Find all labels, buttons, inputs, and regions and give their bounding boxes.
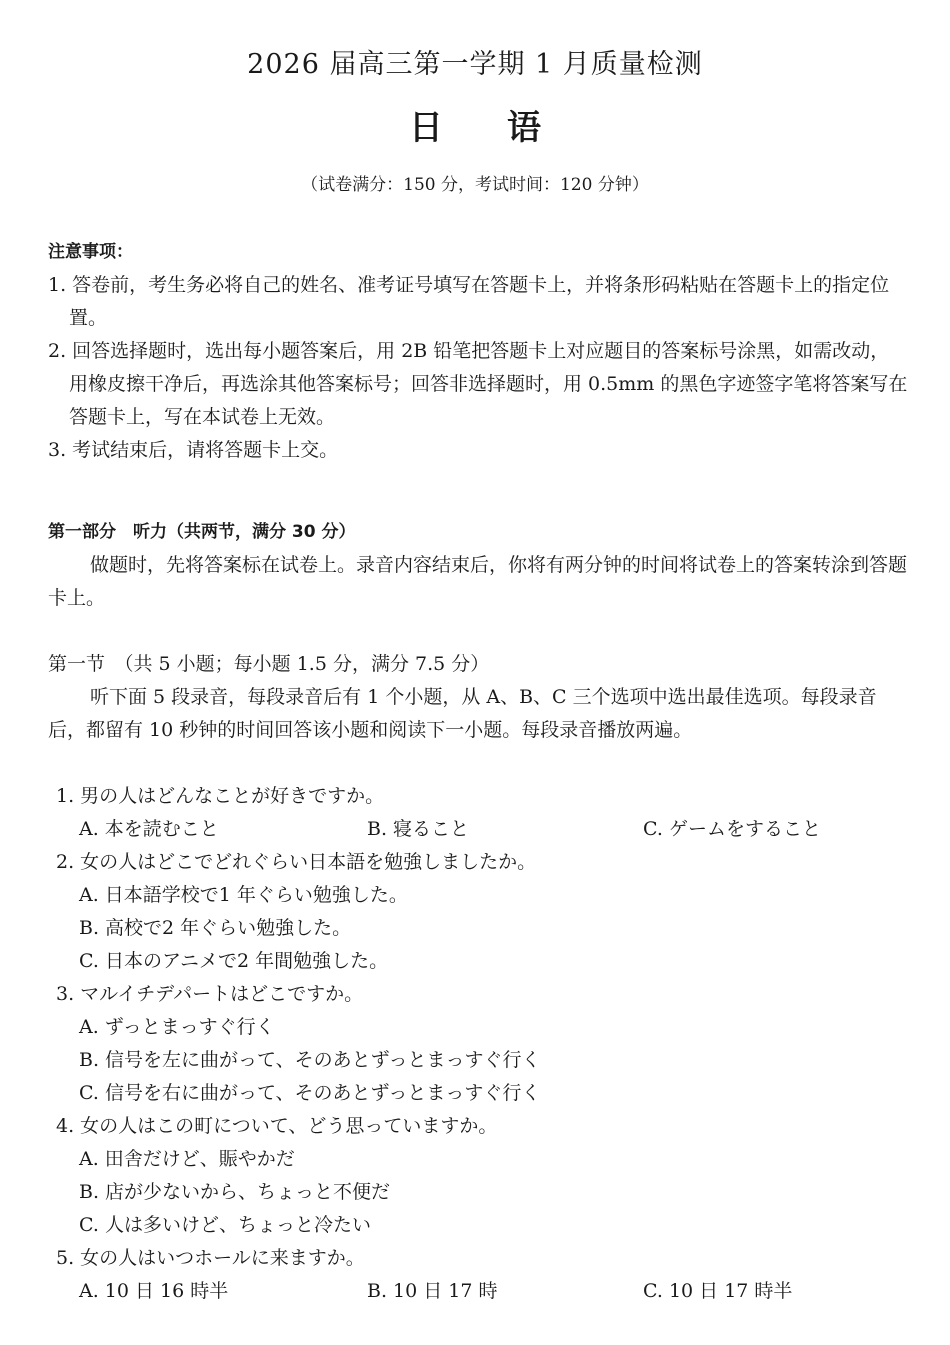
notice-item: 2. 回答选择题时，选出每小题答案后，用 2B 铅笔把答题卡上对应题目的答案标号涂黑，如需改动，用橡皮擦干净后，再选涂其他答案标号；回答非选择题时，用 0.5mm 的黑色字迹签字笔将答案写在答题卡上，写在本试卷上无效。 bbox=[48, 340, 908, 428]
section1 bbox=[48, 648, 908, 747]
question-5 bbox=[56, 1242, 916, 1302]
notice-item: 3. 考试结束后，请将答题卡上交。 bbox=[48, 439, 339, 461]
exam-title: 2026 届高三第一学期 1 月质量检测 bbox=[247, 49, 703, 80]
option-a: A. ずっとまっすぐ行く bbox=[79, 1016, 275, 1038]
option-c: C. 人は多いけど、ちょっと冷たい bbox=[79, 1214, 371, 1236]
option-a: A. 10 日 16 時半 bbox=[79, 1280, 229, 1302]
part1-heading: 第一部分 听力（共两节，满分 30 分） bbox=[48, 522, 356, 542]
option-b: B. 信号を左に曲がって、そのあとずっとまっすぐ行く bbox=[79, 1049, 541, 1071]
subject-title bbox=[0, 100, 950, 149]
option-b: B. 高校で2 年ぐらい勉強した。 bbox=[79, 917, 352, 939]
question-3 bbox=[56, 978, 916, 1110]
option-c: C. 信号を右に曲がって、そのあとずっとまっすぐ行く bbox=[79, 1082, 541, 1104]
subject-char-2: 语 bbox=[507, 108, 541, 148]
option-c: C. ゲームをすること bbox=[643, 818, 821, 840]
option-b: B. 店が少ないから、ちょっと不便だ bbox=[79, 1181, 391, 1203]
part1-section bbox=[48, 516, 908, 615]
section1-instruction: 听下面 5 段录音，每段录音后有 1 个小题，从 A、B、C 三个选项中选出最佳选项。每段录音后，都留有 10 秒钟的时间回答该小题和阅读下一小题。每段录音播放两遍。 bbox=[48, 686, 877, 741]
option-c: C. 日本のアニメで2 年間勉強した。 bbox=[79, 950, 389, 972]
question-4 bbox=[56, 1110, 916, 1242]
section1-heading: 第一节 （共 5 小题；每小题 1.5 分，满分 7.5 分） bbox=[48, 653, 490, 675]
option-c: C. 10 日 17 時半 bbox=[643, 1280, 793, 1302]
notice-heading: 注意事项： bbox=[48, 242, 133, 262]
option-b: B. 寝ること bbox=[367, 818, 470, 840]
notice-item: 1. 答卷前，考生务必将自己的姓名、准考证号填写在答题卡上，并将条形码粘贴在答题卡上的指定位置。 bbox=[48, 274, 890, 329]
option-a: A. 本を読むこと bbox=[79, 818, 219, 840]
exam-info: （试卷满分：150 分，考试时间：120 分钟） bbox=[301, 175, 649, 195]
option-row bbox=[56, 813, 916, 846]
part1-instruction: 做题时，先将答案标在试卷上。录音内容结束后，你将有两分钟的时间将试卷上的答案转涂到答题卡上。 bbox=[48, 554, 908, 609]
question-stem: 5. 女の人はいつホールに来ますか。 bbox=[56, 1247, 365, 1269]
question-stem: 1. 男の人はどんなことが好きですか。 bbox=[56, 785, 385, 807]
option-row bbox=[56, 1275, 916, 1302]
option-b: B. 10 日 17 時 bbox=[367, 1280, 498, 1302]
question-1 bbox=[56, 780, 916, 846]
question-2 bbox=[56, 846, 916, 978]
subject-char-1: 日 bbox=[409, 108, 443, 148]
question-stem: 2. 女の人はどこでどれぐらい日本語を勉強しましたか。 bbox=[56, 851, 537, 873]
question-stem: 4. 女の人はこの町について、どう思っていますか。 bbox=[56, 1115, 498, 1137]
question-list bbox=[56, 780, 916, 1302]
notice-section bbox=[48, 236, 908, 467]
option-a: A. 日本語学校で1 年ぐらい勉強した。 bbox=[79, 884, 408, 906]
option-a: A. 田舎だけど、賑やかだ bbox=[79, 1148, 295, 1170]
question-stem: 3. マルイチデパートはどこですか。 bbox=[56, 983, 364, 1005]
